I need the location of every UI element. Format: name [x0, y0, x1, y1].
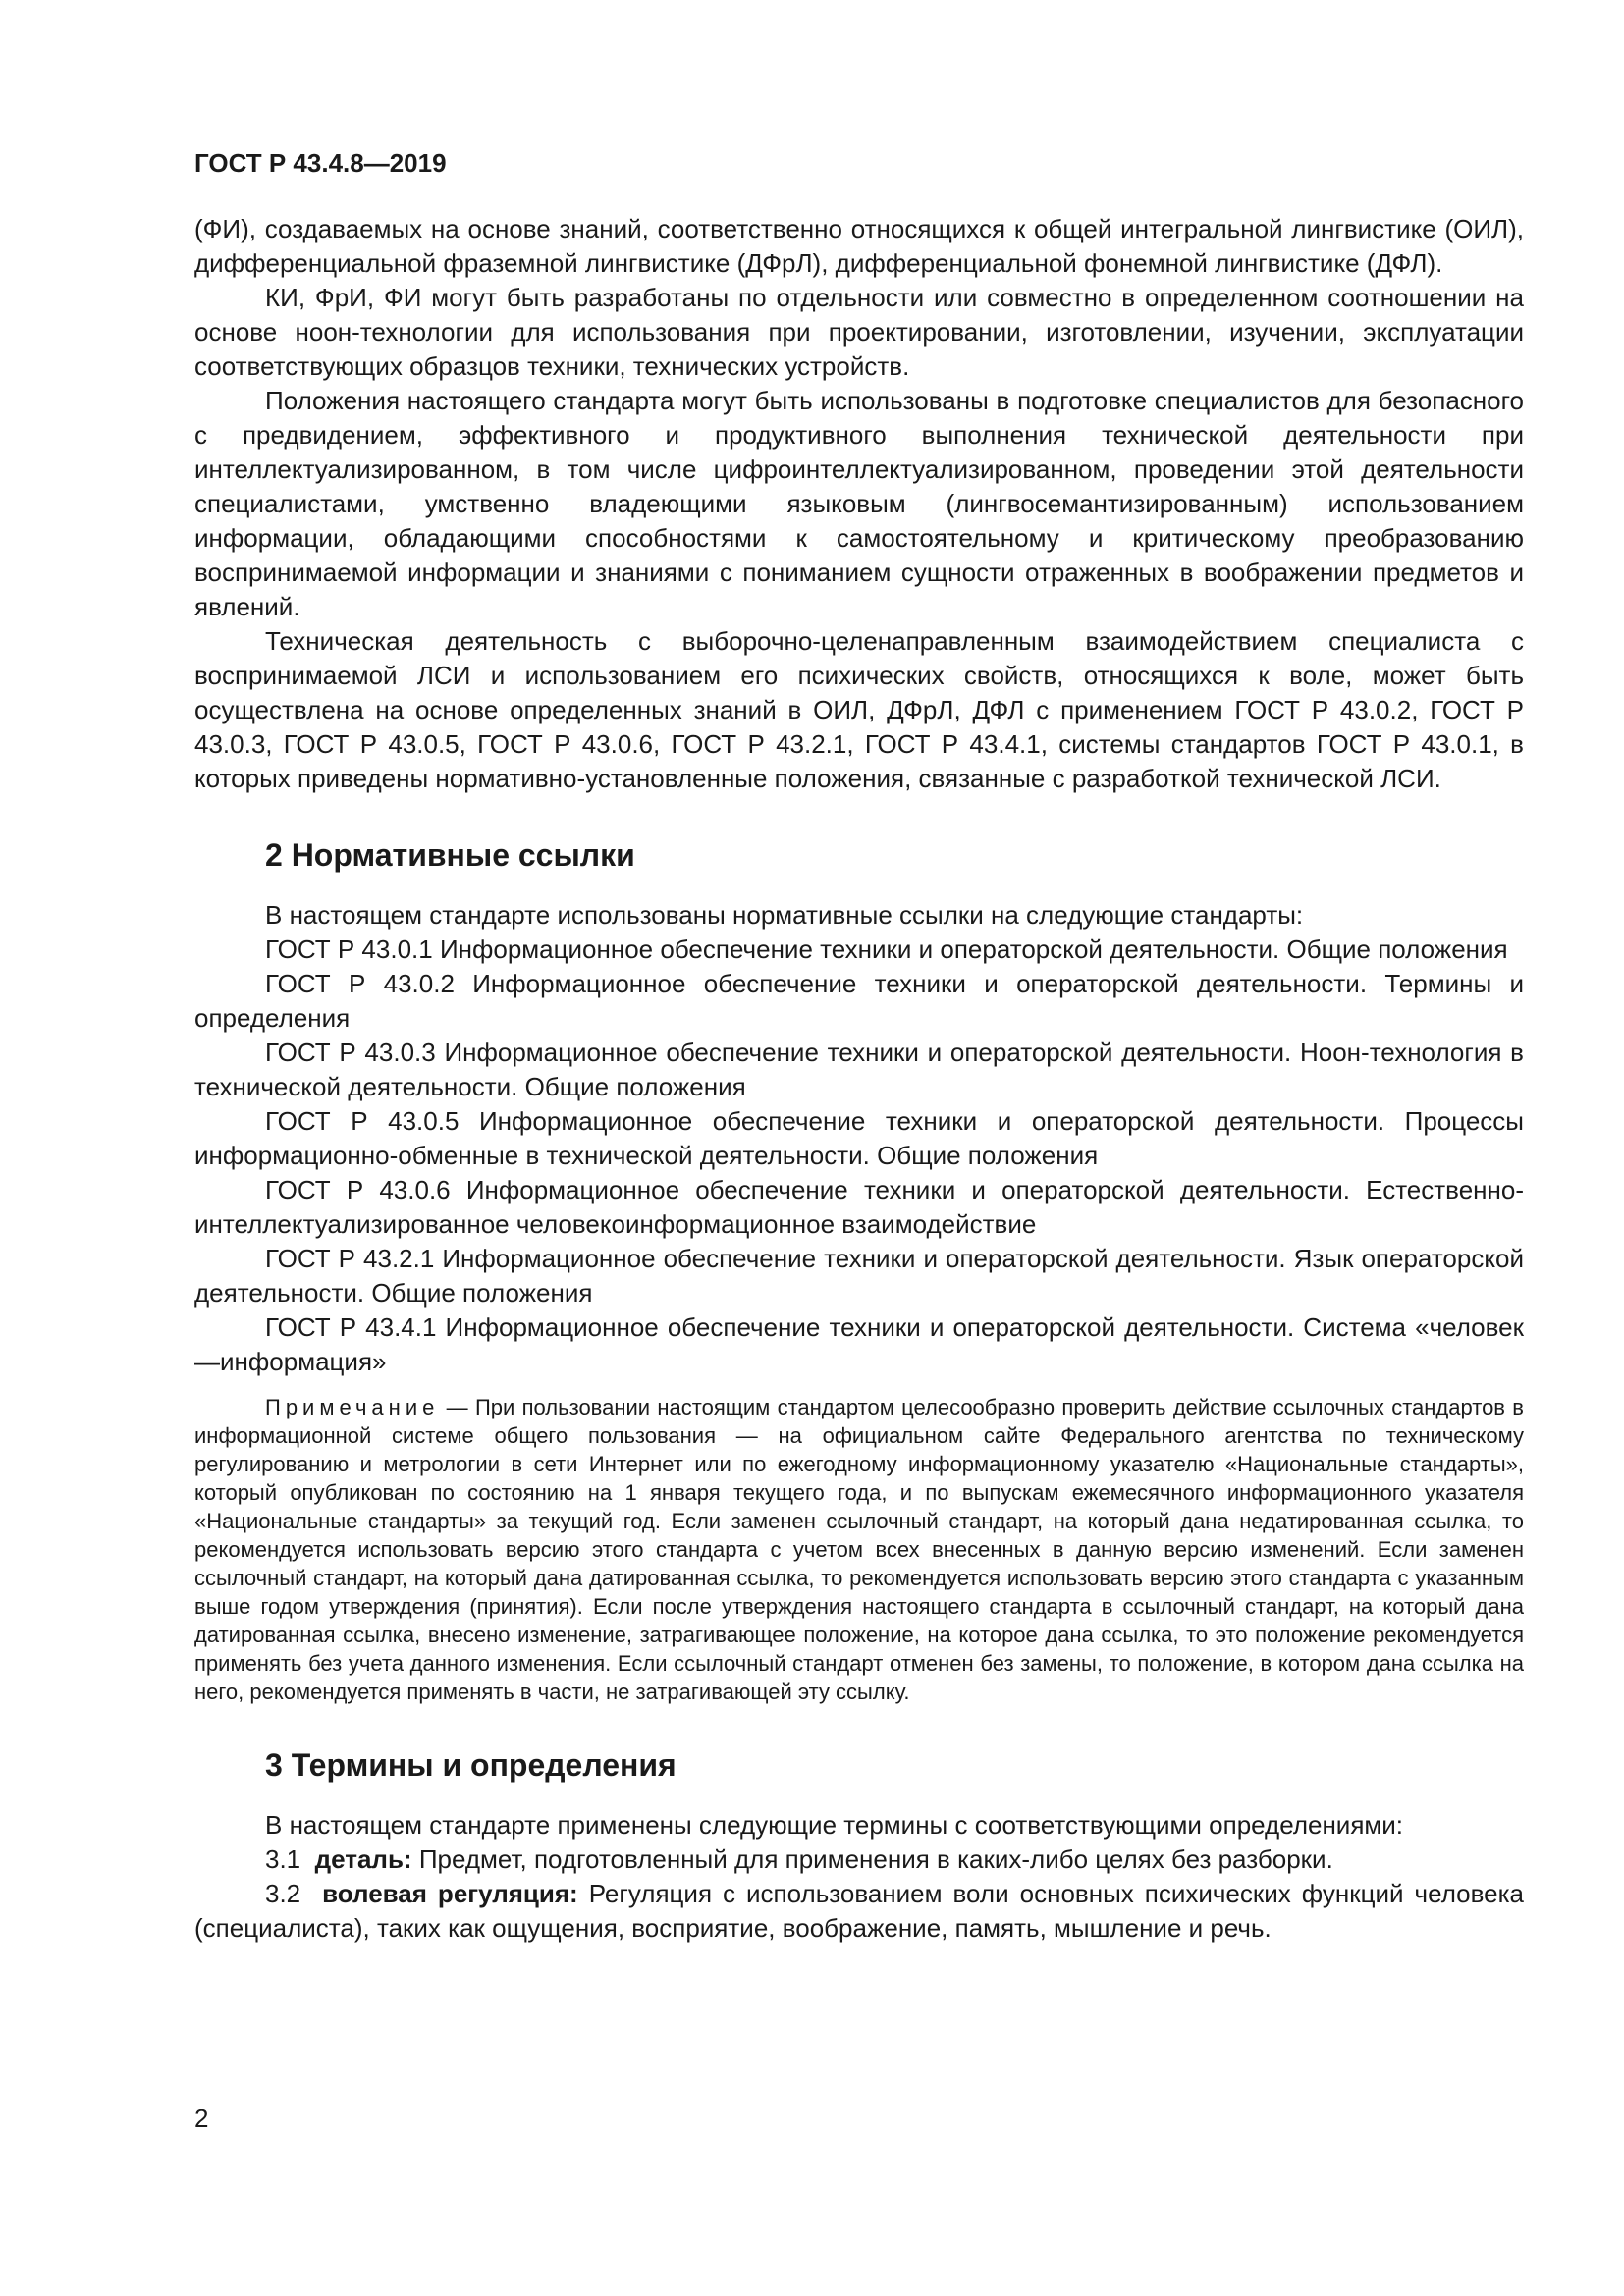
section-3-intro: В настоящем стандарте применены следующие термины с соответствующими определениями: [265, 1810, 1404, 1840]
term-entry [194, 1877, 1524, 1946]
term-entry [194, 1842, 1524, 1877]
term-name: деталь: [314, 1844, 412, 1874]
section-2-intro: В настоящем стандарте использованы нормативные ссылки на следующие стандарты: [265, 900, 1304, 930]
term-number: 3.1 [265, 1844, 301, 1874]
page-number: 2 [194, 2104, 209, 2133]
normative-reference: ГОСТ Р 43.0.3 Информационное обеспечение техники и операторской деятельности. Ноон-технология в технической деятельности. Общие положения [194, 1038, 1524, 1101]
term-name: волевая регуляция: [322, 1879, 578, 1908]
normative-reference: ГОСТ Р 43.0.5 Информационное обеспечение техники и операторской деятельности. Процессы информационно-обменные в технической деятельности. Общие положения [194, 1106, 1524, 1170]
reference-note [194, 1393, 1524, 1706]
intro-paragraph: КИ, ФрИ, ФИ могут быть разработаны по отдельности или совместно в определенном соотношении на основе ноон-технологии для использования при проектировании, изготовлении, изучении, эксплуатации соответствующих образцов техники, технических устройств. [194, 283, 1524, 381]
term-definition: Предмет, подготовленный для применения в каких-либо целях без разборки. [411, 1844, 1333, 1874]
term-number: 3.2 [265, 1879, 301, 1908]
note-text: — При пользовании настоящим стандартом целесообразно проверить действие ссылочных стандартов в информационной системе общего пользования — на официальном сайте Федерального агентства по техническому регулированию и метрологии в сети Интернет или по ежегодному информационному указателю «Национальные стандарты», который опубликован по состоянию на 1 января текущего года, и по выпускам ежемесячного информационного указателя «Национальные стандарты» за текущий год. Если заменен ссылочный стандарт, на который дана недатированная ссылка, то рекомендуется использовать версию этого стандарта с учетом всех внесенных в данную версию изменений. Если заменен ссылочный стандарт, на который дана датированная ссылка, то рекомендуется использовать версию этого стандарта с указанным выше годом утверждения (принятия). Если после утверждения настоящего стандарта в ссылочный стандарт, на который дана датированная ссылка, внесено изменение, затрагивающее положение, на которое дана ссылка, то это положение рекомендуется применять без учета данного изменения. Если ссылочный стандарт отменен без замены, то положение, в котором дана ссылка на него, рекомендуется применять в части, не затрагивающей эту ссылку. [194, 1395, 1524, 1704]
section-2-title: 2 Нормативные ссылки [265, 837, 635, 873]
normative-reference: ГОСТ Р 43.0.1 Информационное обеспечение техники и операторской деятельности. Общие положения [265, 934, 1508, 964]
document-body [194, 212, 1524, 1946]
document-code-header: ГОСТ Р 43.4.8—2019 [194, 148, 447, 178]
intro-paragraph: Положения настоящего стандарта могут быть использованы в подготовке специалистов для безопасного с предвидением, эффективного и продуктивного выполнения технической деятельности при интеллектуализированном, в том числе цифроинтеллектуализированном, проведении этой деятельности специалистами, умственно владеющими языковым (лингвосемантизированным) использованием информации, обладающими способностями к самостоятельному и критическому преобразованию воспринимаемой информации и знаниями с пониманием сущности отраженных в воображении предметов и явлений. [194, 386, 1524, 621]
term-definition: Регуляция с использованием воли основных психических функций человека (специалиста), таких как ощущения, восприятие, воображение, память, мышление и речь. [194, 1879, 1525, 1943]
note-label: Примечание [265, 1395, 440, 1419]
intro-paragraph: Техническая деятельность с выборочно-целенаправленным взаимодействием специалиста с воспринимаемой ЛСИ и использованием его психических свойств, относящихся к воле, может быть осуществлена на основе определенных знаний в ОИЛ, ДФрЛ, ДФЛ с применением ГОСТ Р 43.0.2, ГОСТ Р 43.0.3, ГОСТ Р 43.0.5, ГОСТ Р 43.0.6, ГОСТ Р 43.2.1, ГОСТ Р 43.4.1, системы стандартов ГОСТ Р 43.0.1, в которых приведены нормативно-установленные положения, связанные с разработкой технической ЛСИ. [194, 626, 1524, 793]
normative-reference: ГОСТ Р 43.4.1 Информационное обеспечение техники и операторской деятельности. Система «человек—информация» [194, 1312, 1524, 1376]
intro-paragraph: (ФИ), создаваемых на основе знаний, соответственно относящихся к общей интегральной лингвистике (ОИЛ), дифференциальной фраземной лингвистике (ДФрЛ), дифференциальной фонемной лингвистике (ДФЛ). [194, 214, 1524, 278]
normative-reference: ГОСТ Р 43.0.6 Информационное обеспечение техники и операторской деятельности. Естественно-интеллектуализированное человекоинформационное взаимодействие [194, 1175, 1524, 1239]
normative-reference: ГОСТ Р 43.0.2 Информационное обеспечение техники и операторской деятельности. Термины и определения [194, 969, 1524, 1033]
document-page [194, 147, 1524, 1946]
normative-reference: ГОСТ Р 43.2.1 Информационное обеспечение техники и операторской деятельности. Язык операторской деятельности. Общие положения [194, 1244, 1524, 1308]
section-3-title: 3 Термины и определения [265, 1747, 677, 1783]
